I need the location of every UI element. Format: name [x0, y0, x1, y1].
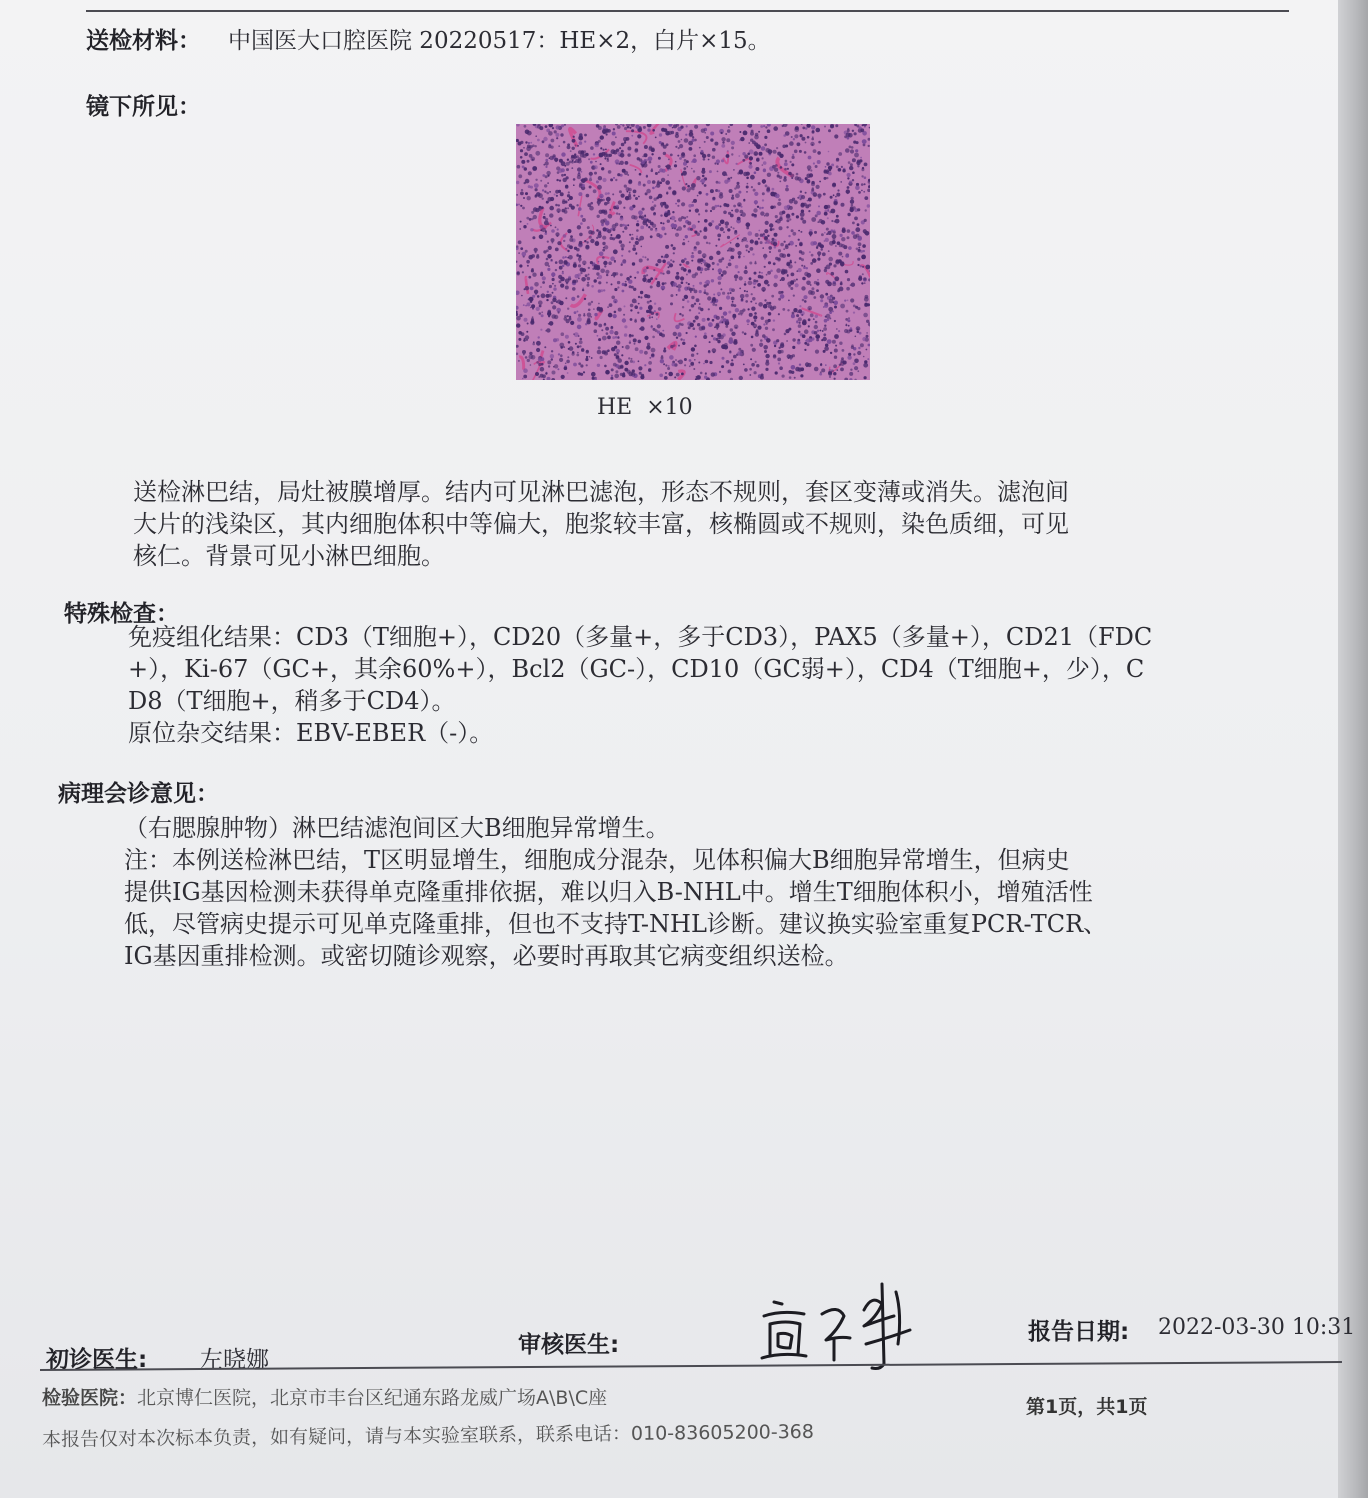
he-micrograph-svg: [516, 124, 870, 380]
initial-doctor-label: 初诊医生:: [46, 1347, 148, 1373]
microscopy-line: 核仁。背景可见小淋巴细胞。: [133, 542, 445, 570]
paper-edge-shadow: [1338, 0, 1368, 1498]
page-info: 第1页，共1页: [1026, 1396, 1148, 1418]
special-exam-results: [128, 621, 1152, 749]
initial-doctor-name: 左晓娜: [200, 1347, 269, 1373]
opinion-line: 注：本例送检淋巴结，T区明显增生，细胞成分混杂，见体积偏大B细胞异常增生，但病史: [124, 846, 1070, 874]
report-date-label: 报告日期:: [1028, 1319, 1130, 1345]
opinion-text: [124, 812, 1107, 972]
disclaimer: 本报告仅对本次标本负责，如有疑问，请与本实验室联系，联系电话：010-83605200-368: [41, 1420, 815, 1451]
opinion-line: IG基因重排检测。或密切随诊观察，必要时再取其它病变组织送检。: [124, 942, 849, 970]
top-rule: [86, 10, 1289, 12]
micrograph-caption: HE ×10: [597, 395, 693, 420]
opinion-line: 低，尽管病史提示可见单克隆重排，但也不支持T-NHL诊断。建议换实验室重复PCR-TCR、: [124, 910, 1108, 938]
specimen-label: 送检材料：: [86, 28, 201, 54]
hospital-value: 北京博仁医院，北京市丰台区纪通东路龙威广场A\B\C座: [137, 1387, 608, 1409]
report-date-value: 2022-03-30 10:31: [1158, 1315, 1356, 1340]
special-exam-label: 特殊检查：: [64, 601, 179, 627]
ihc-line: +），Ki-67（GC+，其余60%+），Bcl2（GC-），CD10（GC弱+），CD4（T细胞+，少），C: [128, 655, 1145, 683]
specimen-value: 中国医大口腔医院 20220517：HE×2，白片×15。: [228, 28, 771, 54]
he-micrograph-image: [516, 124, 870, 380]
opinion-line: 提供IG基因检测未获得单克隆重排依据，难以归入B-NHL中。增生T细胞体积小，增殖活性: [124, 878, 1093, 906]
ish-line: 原位杂交结果：EBV-EBER（-）。: [128, 719, 494, 747]
opinion-line: （右腮腺肿物）淋巴结滤泡间区大B细胞异常增生。: [124, 814, 670, 842]
hospital-info: [42, 1383, 607, 1410]
ihc-line: 免疫组化结果：CD3（T细胞+），CD20（多量+，多于CD3），PAX5（多量+），CD21（FDC: [128, 623, 1153, 651]
hospital-label: 检验医院：: [42, 1387, 138, 1409]
review-doctor-label: 审核医生:: [518, 1332, 620, 1358]
microscopy-line: 送检淋巴结，局灶被膜增厚。结内可见淋巴滤泡，形态不规则，套区变薄或消失。滤泡间: [133, 478, 1069, 506]
ihc-line: D8（T细胞+，稍多于CD4）。: [128, 687, 456, 715]
microscopy-label: 镜下所见：: [86, 94, 201, 120]
microscopy-description: [133, 476, 1069, 572]
handwritten-signature: [752, 1274, 922, 1374]
opinion-label: 病理会诊意见：: [58, 781, 219, 807]
microscopy-line: 大片的浅染区，其内细胞体积中等偏大，胞浆较丰富，核椭圆或不规则，染色质细，可见: [133, 510, 1069, 538]
